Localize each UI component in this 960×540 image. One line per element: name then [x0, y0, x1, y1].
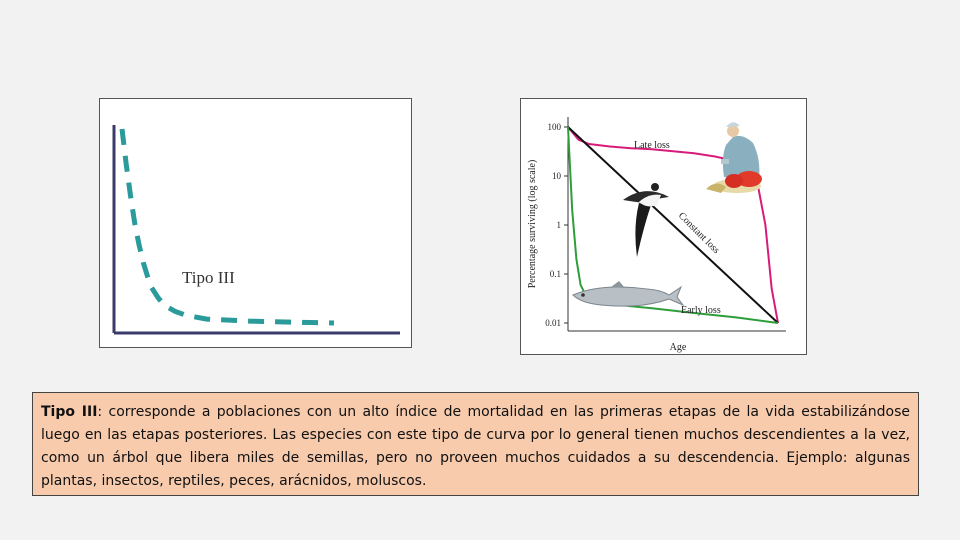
y-tick-label: 10 [552, 171, 561, 181]
constant-loss-label: Constant loss [675, 210, 722, 257]
caption-bold-term: Tipo III [41, 404, 98, 420]
y-tick-label: 0.01 [545, 318, 561, 328]
series-line-tipo-iii [122, 129, 334, 323]
caption-body: : corresponde a poblaciones con un alto índice de mortalidad en las primeras etapas de la vida estabilizándose luego en las etapas posteriores. Las especies con este tipo de curva por lo general tienen muchos descendientes a la vez, como un árbol que libera miles de semillas, pero no proveen muchos cuidados a su descendencia. Ejemplo: algunas plantas, insectos, reptiles, peces, arácnidos, moluscos. [41, 404, 910, 489]
early-loss-label: Early loss [681, 305, 721, 316]
y-tick-group [545, 122, 568, 328]
fish-illustration [573, 281, 683, 306]
survivorship-chart-panel [520, 98, 807, 355]
description-text-box [32, 392, 919, 496]
bird-illustration [623, 183, 669, 257]
tipo-iii-label: Tipo III [182, 268, 235, 287]
survivorship-chart [521, 99, 806, 354]
late-loss-label: Late loss [634, 140, 670, 151]
x-axis-label: Age [669, 342, 687, 353]
y-tick-label: 0.1 [549, 269, 561, 279]
tipo-iii-chart-panel [99, 98, 412, 348]
y-axis-label: Percentage surviving (log scale) [527, 159, 538, 289]
fisherman-illustration [706, 122, 762, 193]
tipo-iii-chart [100, 99, 411, 347]
y-tick-label: 100 [547, 122, 561, 132]
y-tick-label: 1 [556, 220, 561, 230]
left-series-group [122, 129, 334, 323]
